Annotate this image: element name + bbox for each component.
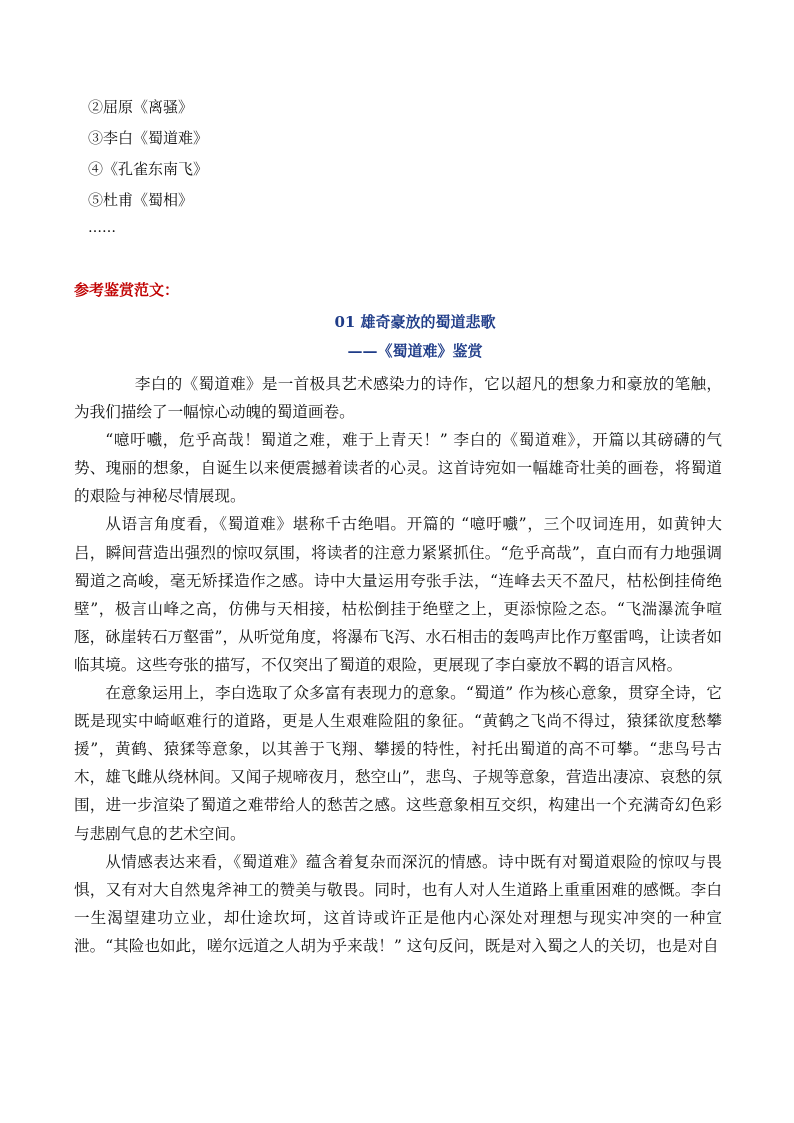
list-item: ③李白《蜀道难》: [88, 129, 209, 147]
list-item: ④《孔雀东南飞》: [88, 160, 209, 178]
essay-paragraph: 李白的《蜀道难》是一首极具艺术感染力的诗作，它以超凡的想象力和豪放的笔触，为我们描绘了一幅惊心动魄的蜀道画卷。: [74, 375, 722, 422]
list-ellipsis: ……: [88, 220, 116, 236]
essay-paragraph: “噫吁嚱，危乎高哉！蜀道之难，难于上青天！” 李白的《蜀道难》，开篇以其磅礴的气势、瑰丽的想象，自诞生以来便震撼着读者的心灵。这首诗宛如一幅雄奇壮美的画卷，将蜀道的艰险与神秘尽情展现。: [74, 431, 722, 506]
essay-paragraph: 从语言角度看，《蜀道难》堪称千古绝唱。开篇的 “噫吁嚱”，三个叹词连用，如黄钟大吕，瞬间营造出强烈的惊叹氛围，将读者的注意力紧紧抓住。“危乎高哉”，直白而有力地强调蜀道之高峻，毫无矫揉造作之感。诗中大量运用夸张手法，“连峰去天不盈尺，枯松倒挂倚绝壁”，极言山峰之高，仿佛与天相接，枯松倒挂于绝壁之上，更添惊险之态。“飞湍瀑流争喧豗，砯崖转石万壑雷”，从听觉角度，将瀑布飞泻、水石相击的轰鸣声比作万壑雷鸣，让读者如临其境。这些夸张的描写，不仅突出了蜀道的艰险，更展现了李白豪放不羁的语言风格。: [74, 515, 722, 674]
work-list: [88, 92, 208, 240]
essay-title: 01 雄奇豪放的蜀道悲歌: [334, 313, 496, 331]
essay-body: [74, 370, 722, 960]
essay-paragraph: 在意象运用上，李白选取了众多富有表现力的意象。“蜀道” 作为核心意象，贯穿全诗，它既是现实中崎岖难行的道路，更是人生艰难险阻的象征。“黄鹤之飞尚不得过，猿猱欲度愁攀援”，黄鹤、猿猱等意象，以其善于飞翔、攀援的特性，衬托出蜀道的高不可攀。“悲鸟号古木，雄飞雌从绕林间。又闻子规啼夜月，愁空山”，悲鸟、子规等意象，营造出凄凉、哀愁的氛围，进一步渲染了蜀道之难带给人的愁苦之感。这些意象相互交织，构建出一个充满奇幻色彩与悲剧气息的艺术空间。: [74, 684, 722, 843]
reference-heading: 参考鉴赏范文：: [74, 281, 180, 299]
list-item: ⑤杜甫《蜀相》: [88, 191, 194, 209]
essay-subtitle: ——《蜀道难》鉴赏: [347, 342, 483, 360]
list-item: ②屈原《离骚》: [88, 98, 194, 116]
essay-paragraph: 从情感表达来看，《蜀道难》蕴含着复杂而深沉的情感。诗中既有对蜀道艰险的惊叹与畏惧，又有对大自然鬼斧神工的赞美与敬畏。同时，也有人对人生道路上重重困难的感慨。李白一生渴望建功立业，却仕途坎坷，这首诗或许正是他内心深处对理想与现实冲突的一种宣泄。“其险也如此，嗟尔远道之人胡为乎来哉！” 这句反问，既是对入蜀之人的关切，也是对自: [74, 852, 722, 955]
